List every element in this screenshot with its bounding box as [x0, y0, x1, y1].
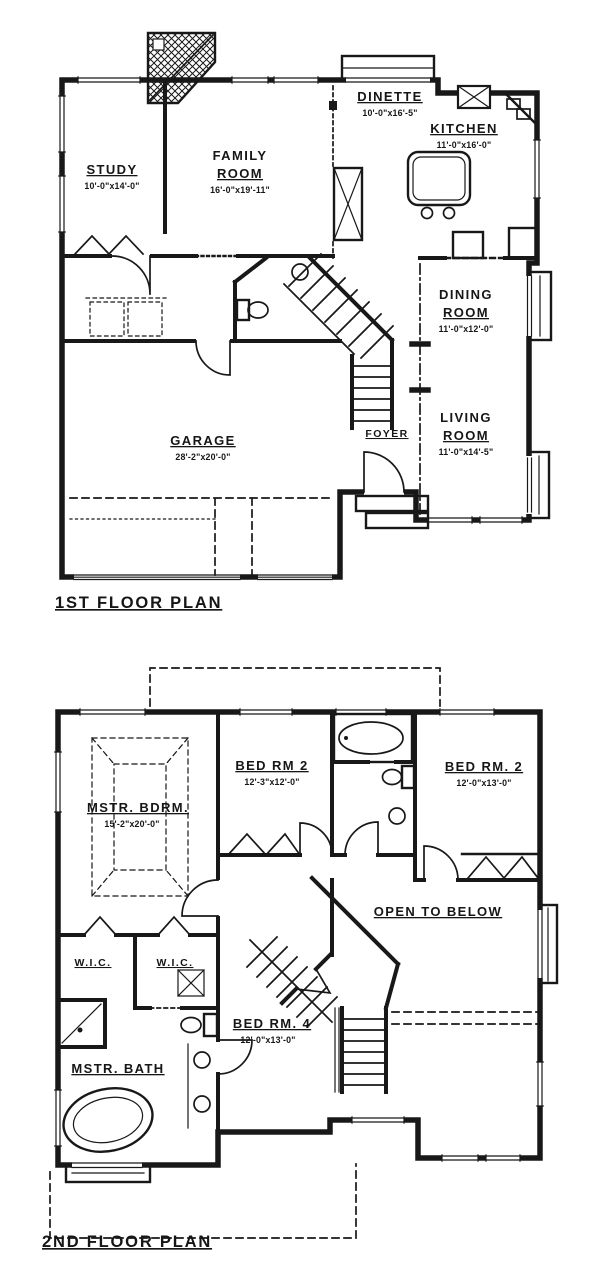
- second-floor-plan: [42, 668, 557, 1251]
- room-dims-kitchen: 11'-0"x16'-0": [436, 140, 492, 150]
- window: [480, 517, 522, 524]
- room-label-family-room-2: ROOM: [216, 166, 264, 181]
- sink: [389, 808, 405, 824]
- window: [55, 752, 62, 812]
- garage-doors: [70, 498, 332, 580]
- open-below-dashed: [392, 1012, 538, 1024]
- kitchen-island: [408, 152, 470, 219]
- toilet: [248, 302, 268, 318]
- window: [55, 1090, 62, 1146]
- sink: [194, 1052, 210, 1068]
- open-below-window-bay: [537, 905, 557, 983]
- hall-bath-fixtures: [334, 714, 414, 824]
- plan-title-first-floor: 1ST FLOOR PLAN: [55, 594, 223, 612]
- room-dims-bedroom2-left: 12'-3"x12'-0": [244, 777, 300, 787]
- window: [80, 709, 145, 716]
- room-label-master-bedroom: MSTR. BDRM.: [86, 800, 190, 815]
- toilet-tank: [204, 1014, 217, 1036]
- room-label-garage: GARAGE: [170, 433, 236, 448]
- room-label-kitchen: KITCHEN: [430, 121, 498, 136]
- laundry-appliances: [86, 298, 166, 336]
- room-label-wic-right: W.I.C.: [156, 957, 194, 969]
- room-label-bedroom4: BED RM. 4: [232, 1016, 312, 1031]
- window: [59, 176, 66, 232]
- room-label-living-room-2: ROOM: [442, 428, 490, 443]
- bath-door: [218, 1040, 252, 1074]
- range: [509, 228, 537, 258]
- window: [59, 96, 66, 152]
- wic-shelf: [178, 970, 204, 996]
- label-open-to-below: OPEN TO BELOW: [373, 904, 503, 919]
- toilet: [181, 1018, 201, 1033]
- kitchen-fixtures: [408, 93, 537, 258]
- front-door: [364, 452, 404, 495]
- room-label-master-bath: MSTR. BATH: [71, 1061, 165, 1076]
- room-dims-bedroom2-right: 12'-0"x13'-0": [456, 778, 512, 788]
- window: [240, 709, 292, 716]
- oven-cabinet: [453, 232, 483, 258]
- fireplace: [334, 168, 362, 240]
- kitchen-skylight-window: [458, 86, 490, 108]
- room-dims-study: 10'-0"x14'-0": [84, 181, 140, 191]
- room-dims-living-room: 11'-0"x14'-5": [438, 447, 494, 457]
- room-label-family-room-1: FAMILY: [212, 148, 268, 163]
- first-floor-labels: [55, 89, 498, 612]
- room-dims-master-bedroom: 15'-2"x20'-0": [104, 819, 160, 829]
- room-dims-dinette: 10'-0"x16'-5": [362, 108, 418, 118]
- bay-window: [342, 56, 434, 80]
- window: [534, 140, 541, 198]
- room-label-bedroom2-right: BED RM. 2: [444, 759, 524, 774]
- bedroom2-left-door: [300, 823, 332, 855]
- master-bed-outline: [92, 738, 188, 896]
- toilet-tank: [402, 766, 414, 788]
- room-label-dinette: DINETTE: [357, 89, 423, 104]
- closet-bifold: [228, 834, 300, 855]
- shower-door: [62, 1004, 101, 1043]
- room-label-living-room-1: LIVING: [440, 410, 492, 425]
- first-floor-plan: [55, 33, 551, 612]
- closet-bifold: [468, 857, 538, 878]
- room-dims-dining-room: 11'-0"x12'-0": [438, 324, 494, 334]
- window: [274, 77, 318, 84]
- garage-door: [258, 574, 332, 581]
- room-label-foyer: FOYER: [365, 428, 409, 440]
- room-label-dining-room-1: DINING: [439, 287, 493, 302]
- window: [440, 709, 494, 716]
- window: [346, 77, 430, 84]
- dining-window-bay: [526, 272, 551, 340]
- toilet: [383, 770, 402, 785]
- bathtub: [58, 1080, 159, 1159]
- first-floor-doors: [112, 253, 404, 496]
- room-dims-bedroom4: 12'-0"x13'-0": [240, 1035, 296, 1045]
- room-label-study: STUDY: [86, 162, 138, 177]
- room-label-wic-left: W.I.C.: [74, 957, 112, 969]
- sink: [194, 1096, 210, 1112]
- roofline-dashed: [150, 668, 440, 706]
- window: [486, 1155, 520, 1162]
- window: [537, 1062, 544, 1106]
- window: [428, 517, 472, 524]
- sink: [292, 264, 308, 280]
- hatched-fireplace: [148, 33, 215, 103]
- window: [352, 1117, 404, 1124]
- room-dims-garage: 28'-2"x20'-0": [175, 452, 231, 462]
- room-label-dining-room-2: ROOM: [442, 305, 490, 320]
- plan-title-second-floor: 2ND FLOOR PLAN: [42, 1233, 213, 1251]
- tub-window-bay: [66, 1162, 150, 1182]
- wic-door-marks: [84, 917, 190, 935]
- room-dims-family-room: 16'-0"x19'-11": [210, 185, 270, 195]
- hall-bath-door: [345, 822, 378, 855]
- window: [78, 77, 140, 84]
- lower-floor-dashed: [50, 1164, 356, 1238]
- bedroom2-right-door: [424, 846, 458, 880]
- window: [442, 1155, 478, 1162]
- closet-bifold: [75, 236, 143, 254]
- window: [232, 77, 268, 84]
- living-window-bay: [526, 452, 549, 518]
- study-door: [112, 253, 150, 294]
- garage-entry-door: [196, 338, 230, 375]
- room-label-bedroom2-left: BED RM 2: [235, 758, 309, 773]
